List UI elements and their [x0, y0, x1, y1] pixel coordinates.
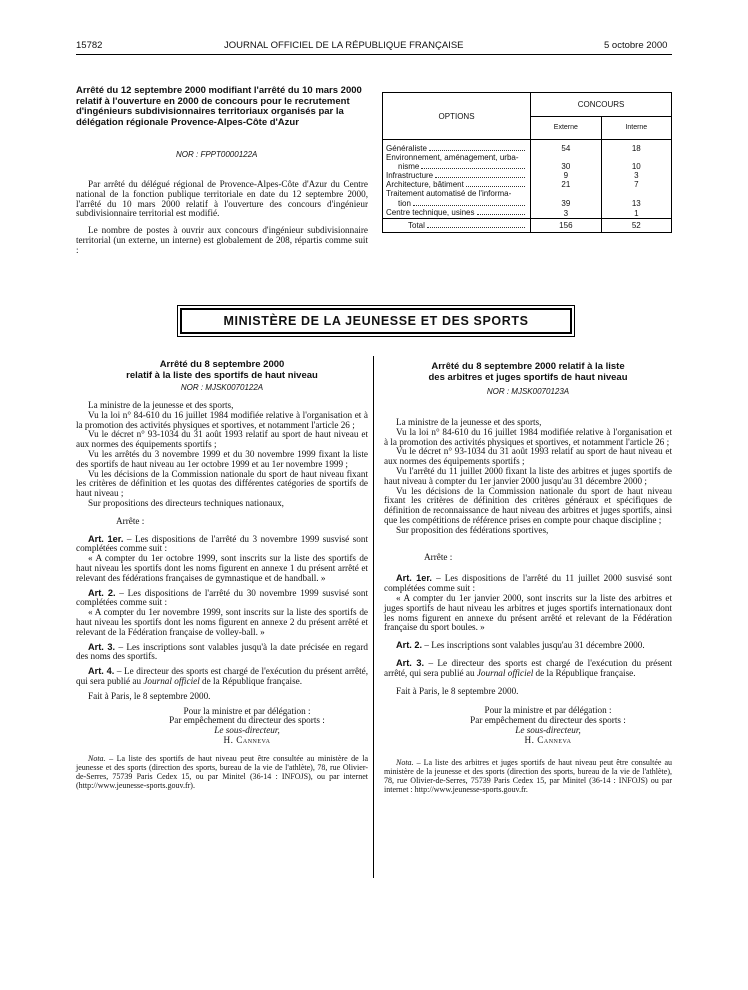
externe-value: 39: [531, 189, 602, 207]
externe-value: 21: [531, 180, 602, 189]
interne-header: Interne: [601, 116, 671, 140]
article-1-quote: « A compter du 1er octobre 1999, sont inscrits sur la liste des sportifs de haut niveau les sportifs dont les noms figurent en annexe 1 du présent arrêté et relevant des fédérations françaises de gymnastique et de handball. »: [76, 553, 368, 583]
column-divider: [373, 356, 374, 878]
table-row: [383, 180, 672, 189]
note-label: Nota.: [396, 757, 414, 767]
left-visas: [76, 401, 368, 702]
concours-header: CONCOURS: [531, 93, 672, 117]
signature-line-3: Le sous-directeur,: [515, 724, 581, 735]
note-label: Nota.: [88, 753, 106, 763]
issue-date: 5 octobre 2000: [604, 40, 668, 51]
interne-value: 18: [601, 144, 671, 153]
left-signature: [76, 707, 368, 746]
interne-value: 13: [601, 189, 671, 207]
interne-value: 7: [601, 180, 671, 189]
concours-table: [382, 92, 672, 233]
signature-line-1: Pour la ministre et par délégation :: [484, 705, 612, 716]
article-4-text-a: – Le directeur des sports est chargé de l'exécution du présent arrêté, qui sera publié au: [76, 666, 368, 686]
visa: Vu le décret n° 93-1034 du 31 août 1993 relatif au sport de haut niveau et aux normes des équipements sportifs ;: [384, 446, 672, 467]
option-label: Généraliste: [386, 144, 427, 153]
total-interne: 52: [601, 218, 671, 232]
externe-value: 3: [531, 208, 602, 219]
signature-line-1: Pour la ministre et par délégation :: [183, 705, 311, 716]
left-arrete: [76, 360, 368, 790]
total-label: Total: [408, 220, 425, 230]
left-title-line-2: relatif à la liste des sportifs de haut niveau: [126, 369, 318, 381]
article-3: [384, 659, 672, 679]
note-text: – La liste des sportifs de haut niveau peut être consultée au ministère de la jeunesse et des sports (direction des sports, bureau de la vie de l'athlète), 78, rue Olivier-de-Serres, 75739 Paris Cedex 15, ou par Minitel (36-14 : INFOJS), ou par internet (http://www.jeunesse-sports.gouv.fr).: [76, 753, 368, 790]
journal-title: JOURNAL OFFICIEL DE LA RÉPUBLIQUE FRANÇAISE: [224, 40, 464, 51]
article-3-text: – Les inscriptions sont valables jusqu'à la date précisée en regard des noms des sportifs.: [76, 641, 368, 662]
article-1-text: – Les dispositions de l'arrêté du 3 novembre 1999 susvisé sont complétées comme suit :: [76, 533, 368, 554]
option-label: Environnement, aménagement, urba-: [386, 153, 519, 163]
option-label: Traitement automatisé de l'informa-: [386, 189, 512, 199]
left-note: [76, 754, 368, 790]
visa: La ministre de la jeunesse et des sports,: [396, 417, 542, 427]
option-label: Centre technique, usines: [386, 207, 475, 217]
visa: Vu la loi n° 84-610 du 16 juillet 1984 modifiée relative à l'organisation et à la promotion des activités physiques et sportives, et notamment l'article 26 ;: [76, 409, 368, 430]
article-3-text-a: – Le directeur des sports est chargé de l'exécution du présent arrêté, qui sera publié au: [384, 657, 672, 678]
option-label-cont: nisme: [398, 162, 420, 172]
page-number: 15782: [76, 40, 103, 51]
visa: Vu les décisions de la Commission nationale du sport de haut niveau fixant les critères de définition et les quotas des différentes catégories de sportifs de haut niveau ;: [76, 468, 368, 499]
article-4: [76, 667, 368, 687]
article-1-quote: « A compter du 1er janvier 2000, sont inscrits sur la liste des arbitres et juges sportifs de haut niveau les arbitres et juges sportifs internationaux dont les noms figurent en annexe du présent arrêté et relevant de la Fédération française du sport boules. »: [384, 592, 672, 633]
externe-value: 30: [531, 153, 602, 171]
visa: La ministre de la jeunesse et des sports,: [88, 400, 234, 410]
option-label: Infrastructure: [386, 171, 434, 181]
article-4-text-b: de la République française.: [199, 675, 303, 686]
article-1: [76, 535, 368, 555]
externe-value: 54: [531, 144, 602, 153]
article-3-label: Art. 3.: [396, 657, 425, 668]
visa: Vu les décisions de la Commission nationale du sport de haut niveau fixant les critères de définition des critères généraux et spécifiques de définition de reconnaissance de haut niveau des arbitres et juges sportifs, ainsi que les compétitions de référence prises en compte pour chaque discipline ;: [384, 485, 672, 525]
signature-line-2: Par empêchement du directeur des sports :: [470, 715, 626, 726]
externe-header: Externe: [531, 116, 602, 140]
provence-body: [76, 180, 368, 256]
visa: Vu la loi n° 84-610 du 16 juillet 1984 modifiée relative à l'organisation et à la promotion des activités physiques et sportives, et notamment l'article 26 ;: [384, 426, 672, 447]
article-2-quote: « A compter du 1er novembre 1999, sont inscrits sur la liste des sportifs de haut niveau les sportifs dont les noms figurent en annexe 2 du présent arrêté et relevant de la Fédération française de volley-ball. »: [76, 607, 368, 637]
arrete-label: Arrête :: [116, 515, 145, 526]
visa: Sur proposition des fédérations sportives,: [396, 524, 549, 535]
fait-a-paris: Fait à Paris, le 8 septembre 2000.: [88, 690, 211, 701]
provence-paragraph-2: Le nombre de postes à ouvrir aux concours d'ingénieur subdivisionnaire territorial (un externe, un interne) est globalement de 208, répartis comme suit :: [76, 225, 368, 255]
visa: Vu le décret n° 93-1034 du 31 août 1993 relatif au sport de haut niveau et aux normes des équipements sportifs ;: [76, 429, 368, 450]
options-header: OPTIONS: [383, 93, 531, 140]
article-2: [384, 641, 672, 651]
interne-value: 10: [601, 153, 671, 171]
visa: Vu l'arrêté du 11 juillet 2000 fixant la liste des arbitres et juges sportifs de haut niveau à compter du 1er janvier 2000 jusqu'au 31 décembre 2000 ;: [384, 465, 672, 486]
article-4-journal: Journal officiel: [143, 675, 200, 686]
signature-line-2: Par empêchement du directeur des sports :: [169, 715, 325, 726]
right-signature: [384, 706, 672, 745]
interne-value: 1: [601, 208, 671, 219]
article-3-text-b: de la République française.: [533, 667, 636, 678]
article-2-label: Art. 2.: [88, 587, 116, 598]
provence-nor: NOR : FPPT0000122A: [176, 150, 258, 159]
arrete-label: Arrête :: [424, 551, 453, 562]
provence-arrete-title: Arrêté du 12 septembre 2000 modifiant l'arrêté du 10 mars 2000 relatif à l'ouverture en 2000 de concours pour le recrutement d'ingénieurs subdivisionnaires territoriaux organisés par la délégation régionale Provence-Alpes-Côte d'Azur: [76, 85, 362, 128]
right-title-line-1: Arrêté du 8 septembre 2000 relatif à la liste: [431, 361, 625, 372]
note-text: – La liste des arbitres et juges sportifs de haut niveau peut être consultée au ministère de la jeunesse et des sports (direction des sports, bureau de la vie de l'athlète), 78, rue Olivier-de-Serres, 75739 Paris Cedex 15, par Minitel (36-14 : INFOJS) ou par internet : http://www.jeunesse-sports.gouv.fr.: [384, 757, 672, 794]
signature-name: H. Canneva: [223, 734, 271, 745]
article-4-label: Art. 4.: [88, 666, 115, 677]
left-nor: NOR : MJSK0070122A: [180, 383, 264, 392]
article-3-label: Art. 3.: [88, 641, 116, 652]
option-label: Architecture, bâtiment: [386, 180, 464, 190]
article-1-label: Art. 1er.: [396, 573, 432, 584]
table-row: [383, 153, 672, 171]
total-externe: 156: [531, 218, 602, 232]
provence-paragraph-1: Par arrêté du délégué régional de Provence-Alpes-Côte d'Azur du Centre national de la fonction publique territoriale en date du 12 septembre 2000, l'arrêté du 10 mars 2000 relatif à l'ouverture des concours d'ingénieur subdivisionnaire territorial est modifié.: [76, 179, 368, 219]
article-2-text: – Les inscriptions sont valables jusqu'au 31 décembre 2000.: [422, 640, 645, 651]
header-rule: [76, 54, 672, 55]
article-1: [384, 574, 672, 594]
right-title-line-2: des arbitres et juges sportifs de haut niveau: [428, 371, 628, 383]
visa: Vu les arrêtés du 3 novembre 1999 et du 30 novembre 1999 fixant la liste des sportifs de haut niveau au 1er octobre 1999 et au 1er novembre 1999 ;: [76, 448, 368, 469]
table-row: [383, 171, 672, 180]
visa: Sur propositions des directeurs techniques nationaux,: [88, 497, 284, 508]
article-1-text: – Les dispositions de l'arrêté du 11 juillet 2000 susvisé sont complétées comme suit :: [384, 573, 672, 594]
article-3-journal: Journal officiel: [476, 667, 534, 678]
externe-value: 9: [531, 171, 602, 180]
article-2-label: Art. 2.: [396, 640, 423, 651]
ministry-banner: MINISTÈRE DE LA JEUNESSE ET DES SPORTS: [180, 308, 572, 334]
right-nor: NOR : MJSK0070123A: [486, 387, 570, 396]
left-title-line-1: Arrêté du 8 septembre 2000: [159, 359, 285, 370]
table-row: [383, 189, 672, 207]
table-row: [383, 208, 672, 219]
table-row: [383, 144, 672, 153]
right-arrete: [384, 362, 672, 794]
article-2: [76, 589, 368, 609]
right-note: [384, 758, 672, 794]
total-row: [383, 218, 672, 232]
interne-value: 3: [601, 171, 671, 180]
fait-a-paris: Fait à Paris, le 8 septembre 2000.: [396, 685, 519, 696]
article-2-text: – Les dispositions de l'arrêté du 30 novembre 1999 susvisé sont complétées comme suit :: [76, 587, 368, 608]
article-1-label: Art. 1er.: [88, 533, 124, 544]
article-3: [76, 643, 368, 663]
signature-name: H. Canneva: [524, 734, 572, 745]
option-label-cont: tion: [398, 198, 411, 208]
right-visas: [384, 418, 672, 696]
signature-line-3: Le sous-directeur,: [214, 725, 280, 736]
